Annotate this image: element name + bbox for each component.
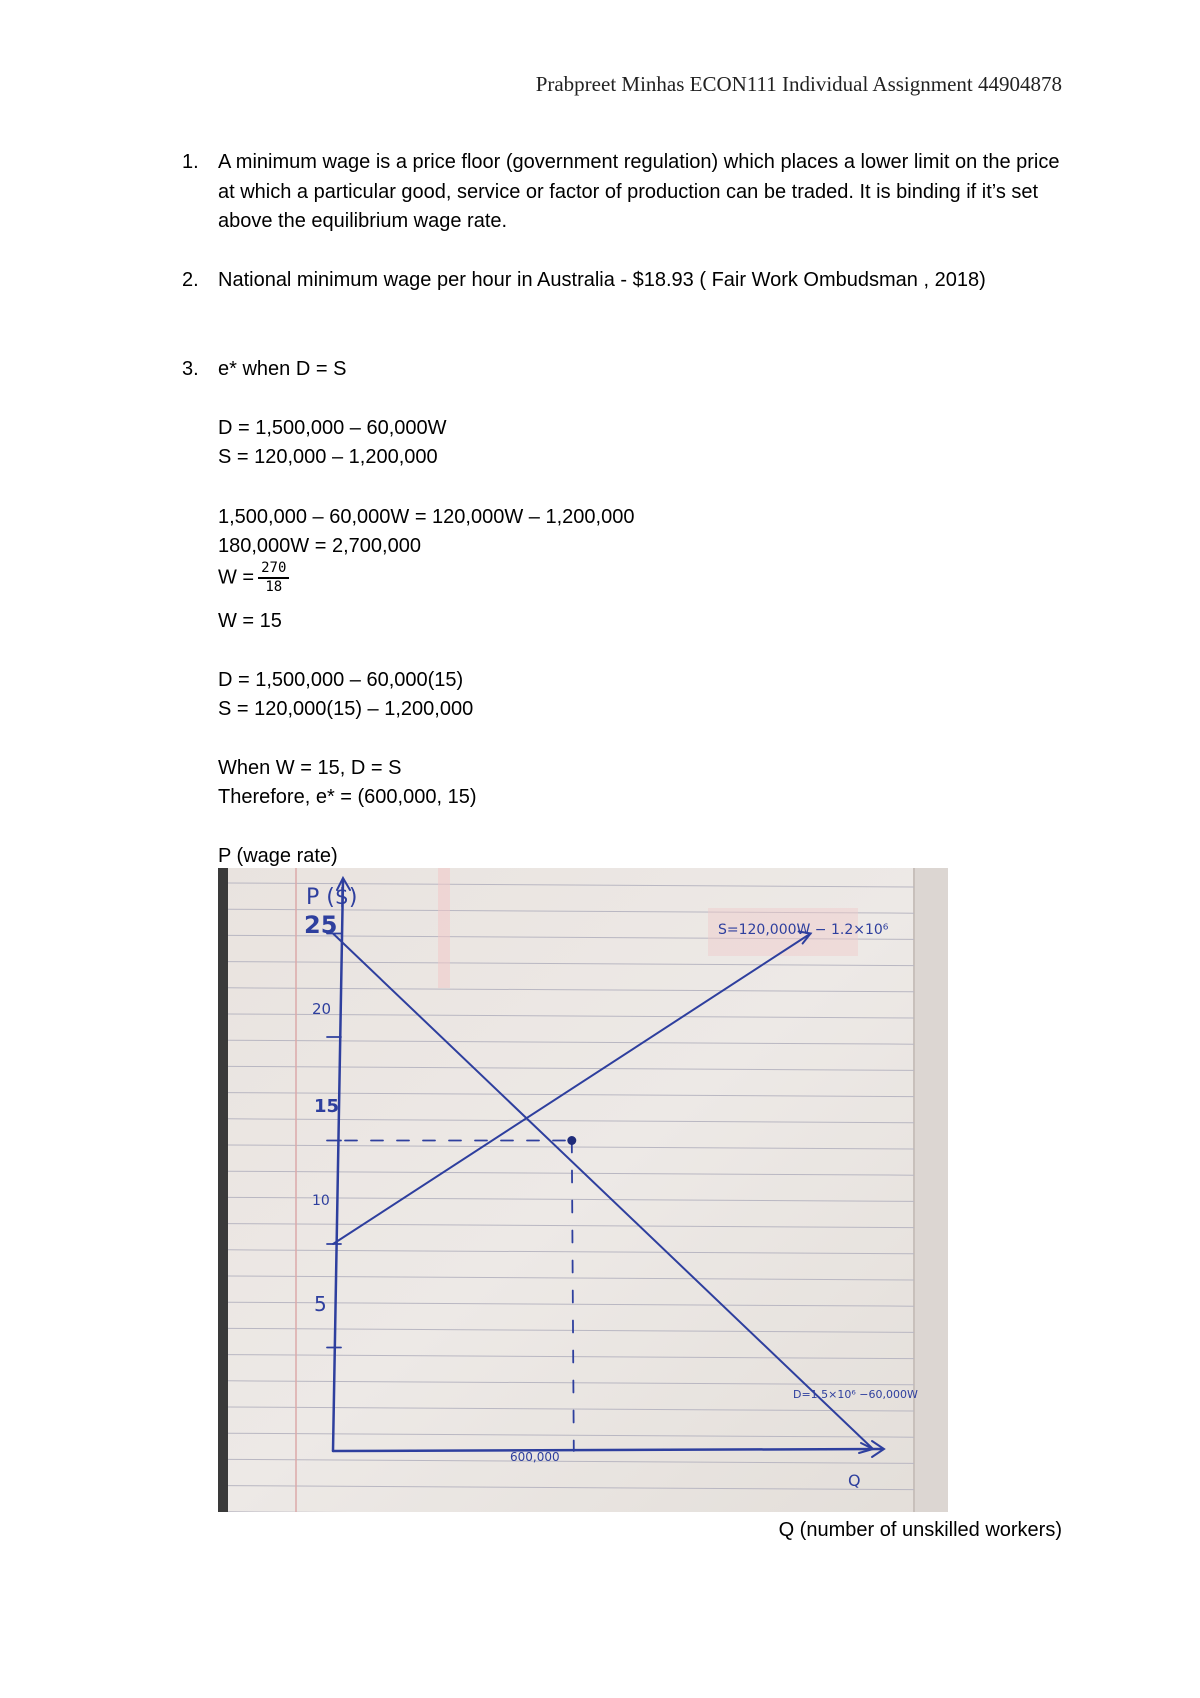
equilibrium-point [567,1136,576,1145]
supply-demand-graph [218,868,948,1512]
page-header: Prabpreet Minhas ECON111 Individual Assignment 44904878 [535,72,1062,96]
x-axis-label: Q [848,1471,861,1490]
list-number: 1. [182,151,199,173]
y-tick-label-15: 15 [314,1096,340,1117]
w-fraction-line [218,560,289,596]
supply-equation: S = 120,000 – 1,200,000 [218,446,438,468]
list-item-text: A minimum wage is a price floor (government regulation) which places a lower limit on the price at which a particular good, service or factor of production can be traded. It is binding if it’s set above the equilibrium wage rate. [218,151,1060,232]
list-item-1 [182,148,1062,237]
therefore-line: Therefore, e* = (600,000, 15) [218,786,477,808]
y-tick-label-20: 20 [312,1000,332,1018]
notebook-right-page [913,868,948,1512]
list-number: 3. [182,358,199,380]
demand-equation: D = 1,500,000 – 60,000W [218,417,447,439]
list-item-2 [182,266,1062,296]
x-tick-label-600000: 600,000 [510,1450,560,1464]
supply-curve-label: S=120,000W − 1.2×10⁶ [718,922,889,938]
y-tick-label-5: 5 [314,1292,327,1316]
w-result: W = 15 [218,610,282,632]
demand-substitution: D = 1,500,000 – 60,000(15) [218,669,464,691]
simplify-line: 180,000W = 2,700,000 [218,535,421,557]
set-equal-line: 1,500,000 – 60,000W = 120,000W – 1,200,000 [218,506,635,528]
w-fraction-label: W = [218,566,255,589]
list-item-text: National minimum wage per hour in Australia - $18.93 ( Fair Work Ombudsman , 2018) [218,269,986,291]
demand-curve-label: D=1.5×10⁶ −60,000W [793,1388,918,1401]
w-fraction [258,560,289,596]
fraction-numerator: 270 [258,560,289,579]
list-item-text: e* when D = S [218,358,347,380]
y-tick-label-10: 10 [312,1193,330,1209]
list-item-3 [182,355,1062,385]
p-axis-caption: P (wage rate) [218,845,338,867]
fraction-denominator: 18 [265,579,283,595]
photo-left-edge [218,868,228,1512]
list-number: 2. [182,269,199,291]
red-stamp-mark [438,868,450,988]
supply-substitution: S = 120,000(15) – 1,200,000 [218,698,474,720]
y-axis-label: P ($) [306,885,358,910]
notebook-graph-photo [218,868,948,1512]
when-line: When W = 15, D = S [218,757,402,779]
q-axis-caption: Q (number of unskilled workers) [778,1519,1062,1541]
y-tick-label-25: 25 [304,911,338,939]
